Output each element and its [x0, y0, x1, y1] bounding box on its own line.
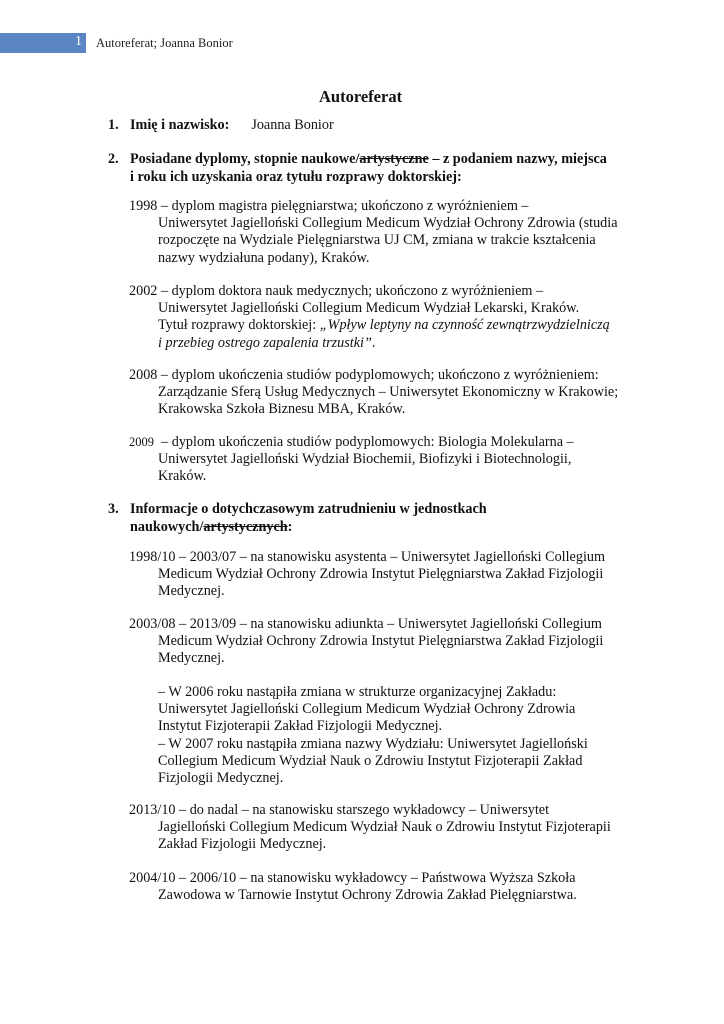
entry-line: rozpoczęte na Wydziale Pielęgniarstwa UJ CM, zmiana w trakcie kształcenia — [158, 232, 596, 249]
section-heading-line2: i roku ich uzyskania oraz tytułu rozprawy doktorskiej: — [130, 169, 462, 185]
entry-first-line: – dyplom ukończenia studiów podyplomowych: Biologia Molekularna – — [154, 434, 574, 450]
employment-entry — [129, 870, 639, 904]
entry-line: Jagielloński Collegium Medicum Wydział Nauk o Zdrowiu Instytut Fizjoterapii — [158, 819, 611, 836]
section-heading-part: naukowych/ — [130, 519, 204, 535]
thesis-line — [129, 317, 639, 334]
employment-entry — [129, 802, 639, 854]
note-line: Collegium Medicum Wydział Nauk o Zdrowiu Instytut Fizjoterapii Zakład — [158, 752, 583, 769]
entry-line: Zawodowa w Tarnowie Instytut Ochrony Zdrowia Zakład Pielęgniarstwa. — [158, 887, 577, 904]
page-header — [0, 33, 724, 53]
note-line: – W 2006 roku nastąpiła zmiana w strukturze organizacyjnej Zakładu: — [158, 684, 557, 700]
note-line: Instytut Fizjoterapii Zakład Fizjologii Medycznej. — [158, 718, 443, 735]
section-number: 1. — [108, 117, 119, 133]
thesis-line — [129, 335, 639, 352]
entry-first-line: 1998 – dyplom magistra pielęgniarstwa; ukończono z wyróżnieniem – — [129, 198, 529, 214]
entry-first-line: 2013/10 – do nadal – na stanowisku starszego wykładowcy – Uniwersytet — [129, 802, 550, 818]
thesis-title: „Wpływ leptyny na czynność zewnątrzwydzielniczą — [319, 317, 610, 334]
section-diplomas — [108, 150, 668, 186]
section-heading-part: : — [287, 519, 293, 535]
diploma-entry — [129, 434, 639, 486]
entry-line: nazwy wydziałuna podany), Kraków. — [158, 249, 370, 266]
section-employment — [108, 500, 668, 536]
section-number: 2. — [108, 151, 119, 167]
employment-note — [129, 684, 639, 787]
entry-first-line: 2003/08 – 2013/09 – na stanowisku adiunkta – Uniwersytet Jagielloński Collegium — [129, 616, 602, 632]
thesis-end: . — [371, 334, 376, 351]
entry-first-line: 2004/10 – 2006/10 – na stanowisku wykładowcy – Państwowa Wyższa Szkoła — [129, 870, 576, 886]
thesis-label: Tytuł rozprawy doktorskiej: — [158, 317, 320, 334]
diploma-entry — [129, 367, 639, 419]
person-name: Joanna Bonior — [251, 117, 334, 133]
entry-line: Uniwersytet Jagielloński Collegium Medicum Wydział Lekarski, Kraków. — [158, 300, 580, 317]
entry-year: 2009 — [129, 435, 154, 449]
entry-line: Krakowska Szkoła Biznesu MBA, Kraków. — [158, 401, 406, 418]
entry-line: Medycznej. — [158, 583, 225, 600]
entry-line: Zakład Fizjologii Medycznej. — [158, 836, 327, 853]
entry-line: Medycznej. — [158, 650, 225, 667]
diploma-entry — [129, 198, 639, 267]
entry-line: Uniwersytet Jagielloński Collegium Medicum Wydział Ochrony Zdrowia (studia — [158, 215, 618, 232]
entry-line: Zarządzanie Sferą Usług Medycznych – Uniwersytet Ekonomiczny w Krakowie; — [158, 384, 619, 401]
entry-line: Medicum Wydział Ochrony Zdrowia Instytut Pielęgniarstwa Zakład Fizjologii — [158, 633, 604, 650]
section-name — [108, 116, 668, 134]
section-label: Imię i nazwisko: — [130, 117, 230, 133]
diploma-entry — [129, 283, 639, 352]
section-heading-line1: Informacje o dotychczasowym zatrudnieniu w jednostkach — [130, 501, 487, 517]
entry-line: Medicum Wydział Ochrony Zdrowia Instytut Pielęgniarstwa Zakład Fizjologii — [158, 566, 604, 583]
entry-first-line: 1998/10 – 2003/07 – na stanowisku asystenta – Uniwersytet Jagielloński Collegium — [129, 549, 606, 565]
section-heading-part: – z podaniem nazwy, miejsca — [428, 151, 607, 167]
note-line: Uniwersytet Jagielloński Collegium Medicum Wydział Ochrony Zdrowia — [158, 701, 576, 718]
entry-first-line: 2008 – dyplom ukończenia studiów podyplomowych; ukończono z wyróżnieniem: — [129, 367, 599, 383]
note-line: Fizjologii Medycznej. — [158, 770, 284, 787]
thesis-title: i przebieg ostrego zapalenia trzustki” — [158, 334, 372, 351]
running-title: Autoreferat; Joanna Bonior — [96, 36, 233, 50]
entry-line: Kraków. — [158, 468, 207, 485]
struck-word: artystyczne — [359, 151, 429, 167]
struck-word: artystycznych — [203, 519, 288, 535]
entry-first-line: 2002 – dyplom doktora nauk medycznych; ukończono z wyróżnieniem – — [129, 283, 544, 299]
entry-line: Uniwersytet Jagielloński Wydział Biochemii, Biofizyki i Biotechnologii, — [158, 451, 572, 468]
employment-entry — [129, 549, 639, 601]
note-line: – W 2007 roku nastąpiła zmiana nazwy Wydziału: Uniwersytet Jagielloński — [158, 735, 588, 752]
employment-entry — [129, 616, 639, 668]
document-title: Autoreferat — [319, 87, 403, 106]
section-heading-part: Posiadane dyplomy, stopnie naukowe/ — [130, 151, 360, 167]
page-number: 1 — [75, 34, 82, 49]
section-number: 3. — [108, 501, 119, 517]
